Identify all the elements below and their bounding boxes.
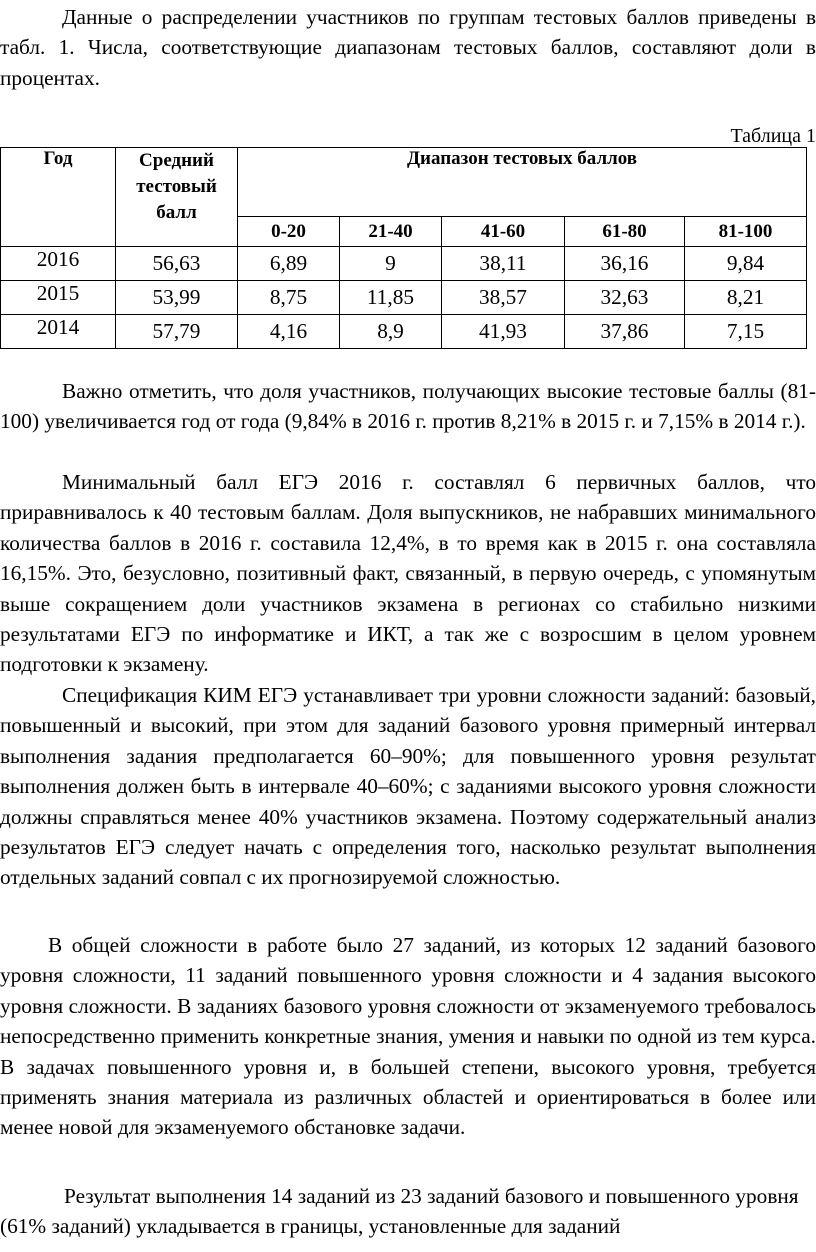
row-value: 9 xyxy=(340,247,442,281)
header-year: Год xyxy=(1,148,116,247)
header-range-21-40: 21-40 xyxy=(340,217,442,247)
row-value: 11,85 xyxy=(340,281,442,315)
row-average: 53,99 xyxy=(116,281,238,315)
header-range-61-80: 61-80 xyxy=(565,217,685,247)
results-table xyxy=(0,147,807,349)
table-row xyxy=(1,281,807,315)
row-value: 41,93 xyxy=(442,315,565,349)
header-score-range: Диапазон тестовых баллов xyxy=(238,148,807,217)
row-year: 2015 xyxy=(1,281,116,315)
table-caption: Таблица 1 xyxy=(730,125,816,147)
row-value: 9,84 xyxy=(685,247,807,281)
header-average-line1: Средний xyxy=(139,150,214,171)
header-range-41-60: 41-60 xyxy=(442,217,565,247)
table-row xyxy=(1,247,807,281)
row-value: 36,16 xyxy=(565,247,685,281)
body-paragraph: Результат выполнения 14 заданий из 23 заданий базового и повышенного уровня (61% заданий) укладывается в границы, установленные для заданий xyxy=(0,1184,799,1239)
body-paragraph: Важно отметить, что доля участников, получающих высокие тестовые баллы (81-100) увеличивается год от года (9,84% в 2016 г. против 8,21% в 2015 г. и 7,15% в 2014 г.). xyxy=(0,379,816,434)
row-year: 2016 xyxy=(1,247,116,281)
row-year: 2014 xyxy=(1,315,116,349)
row-value: 37,86 xyxy=(565,315,685,349)
header-average-score xyxy=(116,148,238,247)
body-paragraph: Спецификация КИМ ЕГЭ устанавливает три уровни сложности заданий: базовый, повышенный и высокий, при этом для заданий базового уровня примерный интервал выполнения задания предполагается 60–90%; для повышенного уровня результат выполнения должен быть в интервале 40–60%; с заданиями высокого уровня сложности должны справляться менее 40% участников экзамена. Поэтому содержательный анализ результатов ЕГЭ следует начать с определения того, насколько результат выполнения отдельных заданий совпал с их прогнозируемой сложностью. xyxy=(0,683,816,890)
row-value: 8,75 xyxy=(238,281,340,315)
row-average: 57,79 xyxy=(116,315,238,349)
row-value: 6,89 xyxy=(238,247,340,281)
row-value: 38,11 xyxy=(442,247,565,281)
row-average: 56,63 xyxy=(116,247,238,281)
intro-paragraph: Данные о распределении участников по группам тестовых баллов приведены в табл. 1. Числа, соответствующие диапазонам тестовых баллов, составляют доли в процентах. xyxy=(0,5,816,90)
row-value: 7,15 xyxy=(685,315,807,349)
row-value: 32,63 xyxy=(565,281,685,315)
row-value: 8,21 xyxy=(685,281,807,315)
body-paragraph: В общей сложности в работе было 27 заданий, из которых 12 заданий базового уровня сложности, 11 заданий повышенного уровня сложности и 4 задания высокого уровня сложности. В заданиях базового уровня сложности от экзаменуемого требовалось непосредственно применить конкретные знания, умения и навыки по одной из тем курса. В задачах повышенного уровня и, в большей степени, высокого уровня, требуется применять знания материала из различных областей и ориентироваться в более или менее новой для экзаменуемого обстановке задачи. xyxy=(0,933,816,1140)
table-header-row xyxy=(1,148,807,217)
header-range-81-100: 81-100 xyxy=(685,217,807,247)
header-average-line2: тестовый xyxy=(136,176,217,197)
header-average-line3: балл xyxy=(156,202,197,223)
row-value: 4,16 xyxy=(238,315,340,349)
header-range-0-20: 0-20 xyxy=(238,217,340,247)
row-value: 38,57 xyxy=(442,281,565,315)
row-value: 8,9 xyxy=(340,315,442,349)
body-paragraph: Минимальный балл ЕГЭ 2016 г. составлял 6 первичных баллов, что приравнивалось к 40 тестовым баллам. Доля выпускников, не набравших минимального количества баллов в 2016 г. составила 12,4%, в то время как в 2015 г. она составляла 16,15%. Это, безусловно, позитивный факт, связанный, в первую очередь, с упомянутым выше сокращением доли участников экзамена в регионах со стабильно низкими результатами ЕГЭ по информатике и ИКТ, а так же с возросшим в целом уровнем подготовки к экзамену. xyxy=(0,470,816,677)
table-row xyxy=(1,315,807,349)
